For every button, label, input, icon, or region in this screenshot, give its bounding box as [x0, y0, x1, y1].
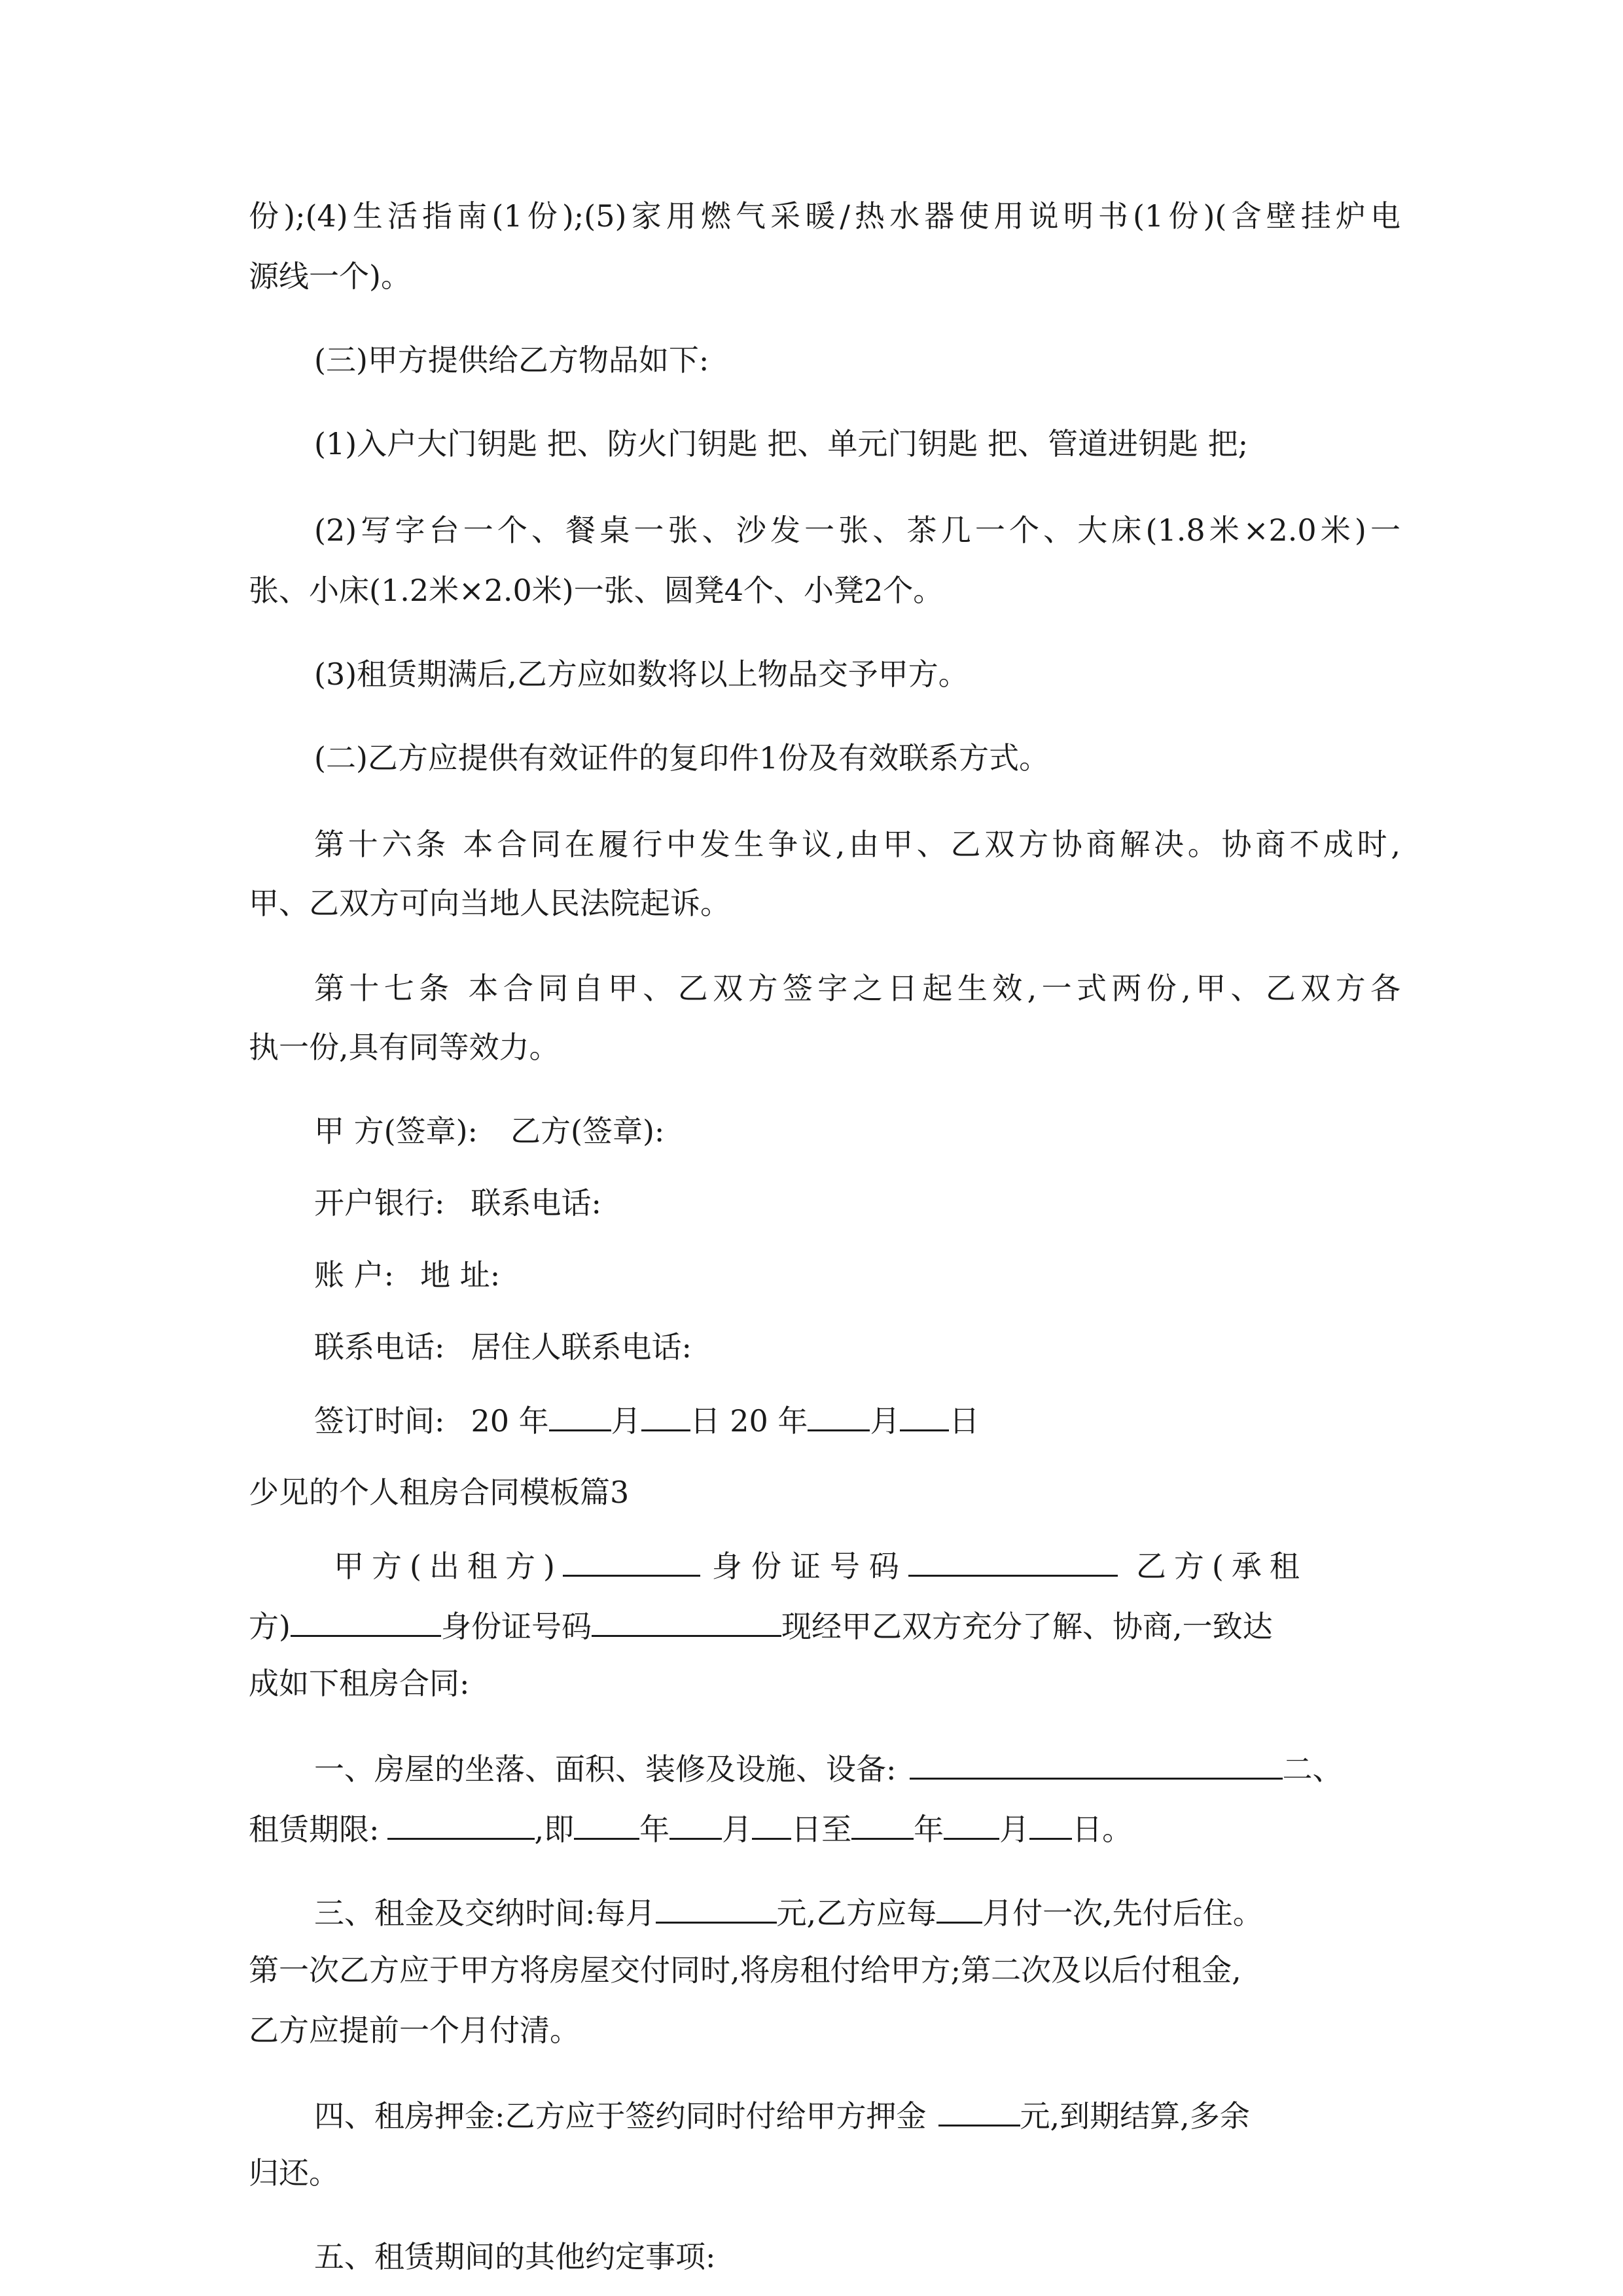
- clause-text: 元,到期结算,多余: [1020, 2098, 1250, 2134]
- clause-text: 日。: [1072, 1812, 1133, 1847]
- clause-five: 五、租赁期间的其他约定事项:: [314, 2239, 716, 2274]
- party-b-label-cont: 方): [249, 1609, 291, 1644]
- clause-text: 年: [639, 1812, 670, 1847]
- date-text: 20 年: [471, 1403, 549, 1439]
- article-sixteen: 第十六条 本合同在履行中发生争议,由甲、乙双方协商解决。协商不成时,: [314, 827, 1400, 862]
- paragraph-line: (1)入户大门钥匙 把、防火门钥匙 把、单元门钥匙 把、管道进钥匙 把;: [314, 426, 1249, 461]
- clause-one: [314, 1748, 1343, 1787]
- article-seventeen: 第十七条 本合同自甲、乙双方签字之日起生效,一式两份,甲、乙双方各: [314, 971, 1400, 1006]
- blank-field: [910, 1748, 1283, 1780]
- account-line: [314, 1255, 500, 1295]
- blank-field: [549, 1399, 611, 1431]
- clause-four: [314, 2094, 1250, 2134]
- blank-field: [291, 1605, 441, 1637]
- date-text: 日 20 年: [690, 1403, 808, 1439]
- resident-phone-label: 居住人联系电话:: [471, 1329, 692, 1365]
- paragraph-line: (3)租赁期满后,乙方应如数将以上物品交予甲方。: [314, 656, 969, 692]
- blank-field: [641, 1399, 690, 1431]
- clause-text: 月付一次,先付后住。: [982, 1895, 1263, 1931]
- parties-line: [249, 1605, 1273, 1644]
- clause-text: 租赁期限:: [249, 1812, 380, 1847]
- blank-field: [944, 1808, 999, 1840]
- paragraph-line: 归还。: [249, 2155, 339, 2191]
- id-label: 身份证号码: [440, 1609, 592, 1644]
- paragraph-line: 第一次乙方应于甲方将房屋交付同时,将房租付给甲方;第二次及以后付租金,: [249, 1952, 1241, 1988]
- blank-field: [900, 1399, 949, 1431]
- paragraph-line: 乙方应提前一个月付清。: [249, 2013, 580, 2048]
- contact-phone-label: 联系电话:: [314, 1329, 445, 1365]
- date-text: 月: [611, 1403, 641, 1439]
- sign-date-line: [314, 1399, 979, 1439]
- blank-field: [574, 1808, 639, 1840]
- clause-text: 三、租金及交纳时间:每月: [314, 1895, 656, 1931]
- paragraph-line: 执一份,具有同等效力。: [249, 1030, 560, 1065]
- party-a-label: 甲方(出租方): [334, 1549, 563, 1584]
- clause-text: 年: [914, 1812, 944, 1847]
- paragraph-text: 现经甲乙双方充分了解、协商,一致达: [781, 1609, 1273, 1644]
- paragraph-line: 甲、乙双方可向当地人民法院起诉。: [249, 886, 730, 921]
- clause-text: 月: [999, 1812, 1030, 1847]
- blank-field: [387, 1808, 535, 1840]
- paragraph-line: 成如下租房合同:: [249, 1666, 470, 1701]
- blank-field: [669, 1808, 722, 1840]
- section-heading: (三)甲方提供给乙方物品如下:: [314, 342, 709, 378]
- signature-line: [314, 1111, 664, 1151]
- date-text: 月: [870, 1403, 901, 1439]
- paragraph-line: (2)写字台一个、餐桌一张、沙发一张、茶几一个、大床(1.8米×2.0米)一: [314, 512, 1400, 548]
- bank-label: 开户银行:: [314, 1185, 445, 1221]
- clause-text: 四、租房押金:乙方应于签约同时付给甲方押金: [314, 2098, 927, 2134]
- blank-field: [1029, 1808, 1072, 1840]
- blank-field: [656, 1892, 777, 1924]
- id-label: 身份证号码: [711, 1549, 908, 1584]
- parties-line: [334, 1545, 1308, 1584]
- clause-text: 日至: [791, 1812, 852, 1847]
- paragraph-line: 张、小床(1.2米×2.0米)一张、圆凳4个、小凳2个。: [249, 573, 944, 608]
- clause-text: 一、房屋的坐落、面积、装修及设施、设备:: [314, 1751, 897, 1787]
- clause-text: 月: [722, 1812, 753, 1847]
- date-text: 日: [949, 1403, 980, 1439]
- blank-field: [563, 1545, 700, 1577]
- clause-text: ,即: [534, 1812, 575, 1847]
- blank-field: [808, 1399, 870, 1431]
- blank-field: [752, 1808, 791, 1840]
- clause-three: [314, 1892, 1263, 1931]
- account-label: 账 户:: [314, 1257, 395, 1293]
- sign-date-label: 签订时间:: [314, 1403, 445, 1439]
- document-title: 少见的个人租房合同模板篇3: [249, 1475, 630, 1510]
- party-b-label: 乙方(承租: [1135, 1549, 1308, 1584]
- phone-label: 联系电话:: [471, 1185, 601, 1221]
- contact-line: [314, 1327, 692, 1367]
- paragraph-line: 源线一个)。: [249, 259, 411, 294]
- lease-term-line: [249, 1808, 1132, 1847]
- blank-field: [938, 2094, 1020, 2126]
- paragraph-line: 份);(4)生活指南(1份);(5)家用燃气采暖/热水器使用说明书(1份)(含壁挂炉电: [249, 198, 1400, 234]
- party-b-signature-label: 乙方(签章):: [510, 1113, 665, 1149]
- clause-text: 二、: [1282, 1751, 1343, 1787]
- blank-field: [908, 1545, 1118, 1577]
- blank-field: [851, 1808, 914, 1840]
- party-a-signature-label: 甲 方(签章):: [314, 1113, 478, 1149]
- blank-field: [936, 1892, 982, 1924]
- blank-field: [592, 1605, 781, 1637]
- bank-line: [314, 1183, 601, 1223]
- paragraph-line: (二)乙方应提供有效证件的复印件1份及有效联系方式。: [314, 740, 1050, 776]
- address-label: 地 址:: [420, 1257, 501, 1293]
- clause-text: 元,乙方应每: [776, 1895, 937, 1931]
